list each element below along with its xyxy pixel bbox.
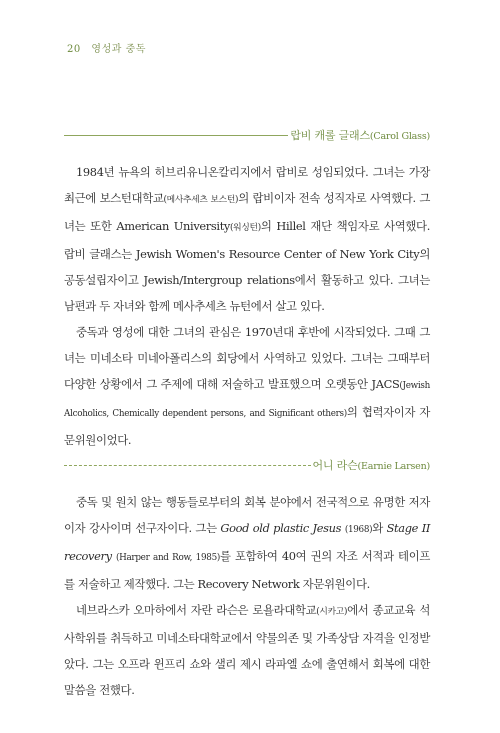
- book-title: 영성과 중독: [91, 44, 146, 55]
- text-run: 를 포함하여 40여 권의 자조 서적과 테이프를 저술하고 제작했다. 그는 Recovery Network 자문위원이다.: [64, 549, 430, 591]
- bio-heading: [64, 128, 430, 142]
- book-title-italic: Stage II recovery: [64, 521, 430, 563]
- bio-paragraph: [64, 597, 430, 703]
- bio-name: [313, 457, 431, 473]
- book-title-italic: Good old plastic Jesus: [220, 521, 342, 535]
- heading-rule: [64, 465, 311, 466]
- text-run: 네브라스카 오마하에서 자란 라슨은 로욜라대학교: [76, 603, 317, 617]
- running-header: [67, 40, 146, 55]
- text-run-small: (메사추세츠 보스턴): [163, 195, 239, 205]
- bio-name: [290, 127, 430, 143]
- heading-rule: [64, 135, 288, 136]
- text-run-small: (워싱턴): [230, 223, 261, 233]
- text-run: 와: [372, 521, 387, 535]
- text-run: 1984년 뉴욕의 히브리유니온칼리지에서 랍비로 성임되었다. 그녀는 가장 최근에 보스턴대학교: [64, 165, 430, 205]
- text-run: 중독 및 원치 않는 행동들로부터의 회복 분야에서 전국적으로 유명한 저자이자 강사이며 선구자이다. 그는: [64, 495, 430, 535]
- text-run: 의 협력자이자 자문위원이었다.: [64, 405, 431, 447]
- bio-name-korean: 랍비 캐롤 글래스: [290, 129, 370, 142]
- text-run: 의 Hillel 재단 책임자로 사역했다. 랍비 글래스는 Jewish Women's Resource Center of New York City의 공동설립자이고 Jewish/Intergroup relations에서 활동하고 있다. 그녀는 남편과 두 자녀와 함께 메사추세츠 뉴턴에서 살고 있다.: [64, 219, 430, 313]
- bio-paragraph: [64, 159, 430, 319]
- text-run-small: (시카고): [316, 607, 348, 617]
- bio-heading: [64, 458, 430, 472]
- bio-name-english: (Carol Glass): [369, 131, 430, 142]
- bio-name-korean: 어니 라슨: [312, 459, 358, 472]
- text-run-small: (Harper and Row, 1985): [115, 553, 220, 563]
- bio-section-carol-glass: [64, 128, 430, 453]
- text-run-small: (1968): [344, 525, 373, 535]
- text-run: 의 랍비이자 전속 성직자로 사역했다. 그녀는 또한 American University: [64, 191, 430, 233]
- page-number: 20: [67, 44, 81, 55]
- bio-name-english: (Earnie Larsen): [357, 461, 430, 472]
- text-run-small: (Jewish Alcoholics, Chemically dependent persons, and Significant others): [64, 381, 430, 419]
- text-run: 에서 종교교육 석사학위를 취득하고 미네소타대학교에서 약물의존 및 가족상담 자격을 인정받았다. 그는 오프라 윈프리 쇼와 샐리 제시 라파엘 쇼에 출연해서 회복에 대한 말씀을 전했다.: [64, 603, 430, 697]
- text-run: 중독과 영성에 대한 그녀의 관심은 1970년대 후반에 시작되었다. 그때 그녀는 미네소타 미네아폴리스의 회당에서 사역하고 있었다. 그녀는 그때부터 다양한 상황에서 그 주제에 대해 저술하고 발표했으며 오랫동안 JACS: [64, 325, 430, 391]
- bio-paragraph: [64, 489, 430, 597]
- bio-section-earnie-larsen: [64, 458, 430, 703]
- bio-paragraph: [64, 319, 430, 453]
